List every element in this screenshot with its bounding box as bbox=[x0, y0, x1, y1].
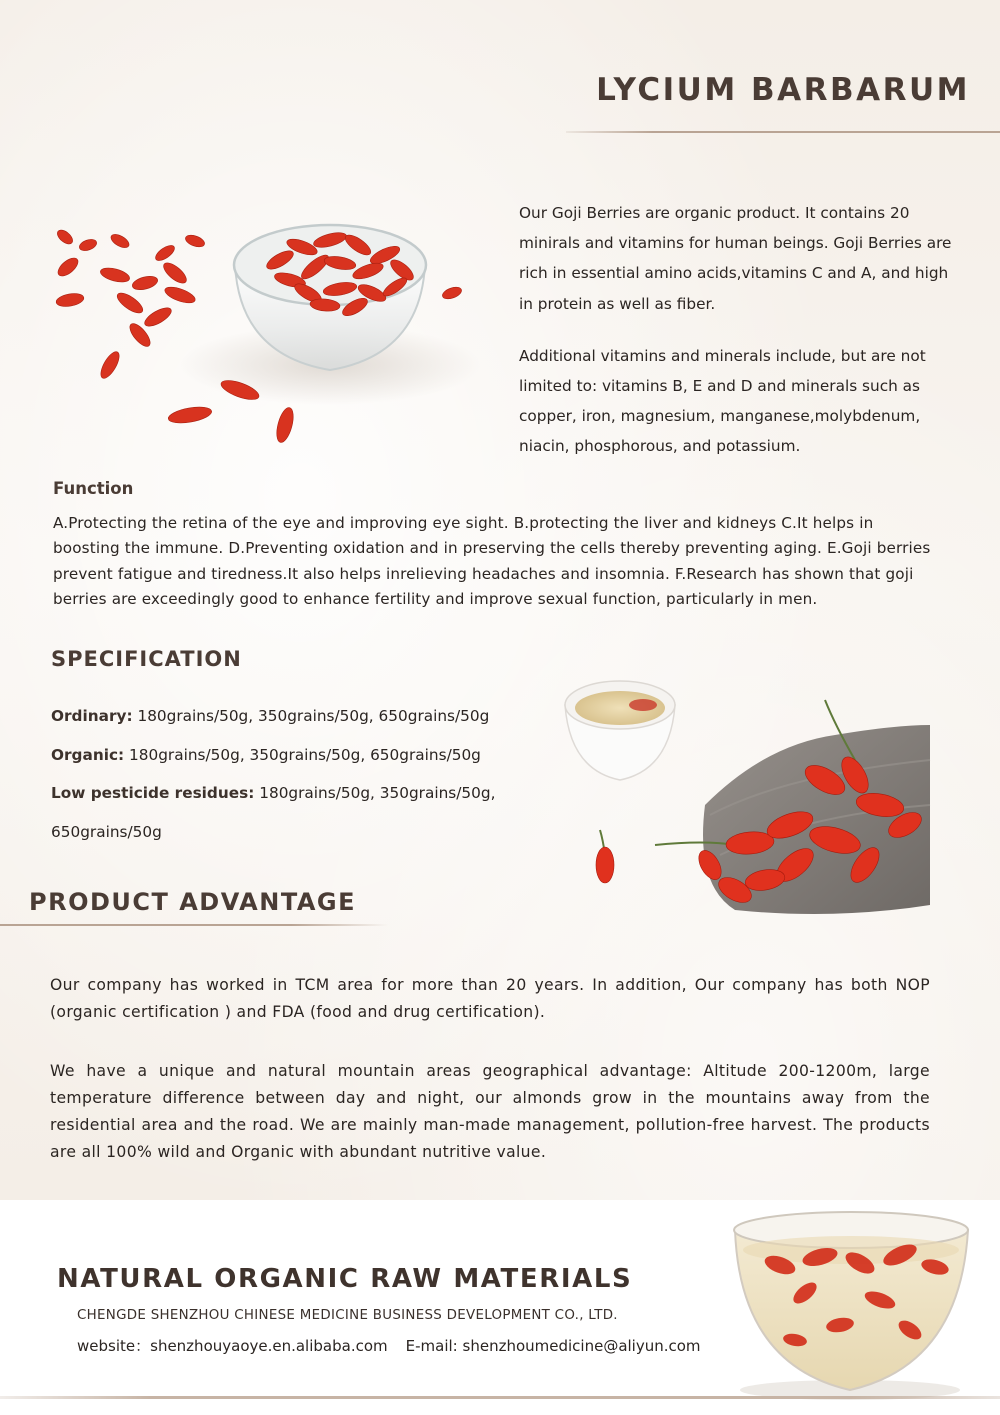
function-heading: Function bbox=[53, 479, 134, 498]
spec-label: Organic: bbox=[51, 745, 125, 764]
product-advantage-heading: PRODUCT ADVANTAGE bbox=[29, 888, 356, 916]
spec-item-ordinary bbox=[51, 697, 541, 736]
spec-label: Ordinary: bbox=[51, 707, 133, 725]
advantage-paragraph: We have a unique and natural mountain areas geographical advantage: Altitude 200-1200m, large temperature difference between day and night, our almonds grow in the mountains away from the residential area and the road. We are mainly man-made management, pollution-free harvest. The products are all 100% wild and Organic with abundant nutritive value. bbox=[50, 1062, 930, 1161]
fresh-goji-tea-photo bbox=[535, 665, 935, 930]
spec-item-low-pesticide bbox=[51, 774, 541, 851]
goji-tea-glass-photo bbox=[720, 1205, 1000, 1400]
advantage-text bbox=[50, 972, 930, 1198]
website-label: website： bbox=[77, 1337, 151, 1355]
advantage-divider bbox=[0, 924, 388, 926]
spec-item-organic bbox=[51, 736, 541, 775]
footer-title: NATURAL ORGANIC RAW MATERIALS bbox=[57, 1264, 633, 1294]
function-text: A.Protecting the retina of the eye and improving eye sight. B.protecting the liver and kidneys C.It helps in boosting the immune. D.Preventing oxidation and in preserving the cells thereby preventing aging. E.Goji berries prevent fatigue and tiredness.It also helps inrelieving headaches and insomnia. F.Research has shown that goji berries are exceedingly good to enhance fertility and improve sexual function, particularly in men. bbox=[53, 514, 931, 609]
email-label: E-mail: bbox=[405, 1337, 458, 1355]
page-title: LYCIUM BARBARUM bbox=[596, 72, 970, 108]
intro-text bbox=[519, 198, 959, 484]
spec-label: Low pesticide residues: bbox=[51, 784, 255, 802]
contact-line bbox=[77, 1335, 701, 1356]
intro-paragraph: Additional vitamins and minerals include, but are not limited to: vitamins B, E and D and minerals such as copper, iron, magnesium, manganese,molybdenum, niacin, phosphorous, and potassium. bbox=[519, 346, 926, 456]
title-divider bbox=[566, 131, 1000, 133]
specification-heading: SPECIFICATION bbox=[51, 647, 242, 671]
specification-list bbox=[51, 697, 541, 851]
footer-divider bbox=[0, 1396, 1000, 1399]
email-link[interactable]: shenzhoumedicine@aliyun.com bbox=[462, 1337, 701, 1355]
spec-value: 180grains/50g, 350grains/50g, 650grains/50g bbox=[124, 745, 481, 764]
goji-bowl-photo bbox=[40, 205, 470, 455]
spec-value: 180grains/50g, 350grains/50g, 650grains/50g bbox=[132, 707, 490, 725]
company-name: CHENGDE SHENZHOU CHINESE MEDICINE BUSINESS DEVELOPMENT CO., LTD. bbox=[77, 1308, 618, 1323]
spec-value: 180grains/50g, 350grains/50g, 650grains/50g bbox=[51, 784, 496, 841]
website-link[interactable]: shenzhouyaoye.en.alibaba.com bbox=[150, 1337, 388, 1355]
intro-paragraph: Our Goji Berries are organic product. It contains 20 minirals and vitamins for human beings. Goji Berries are rich in essential amino acids,vitamins C and A, and high in protein as well as fiber. bbox=[519, 204, 952, 313]
advantage-paragraph: Our company has worked in TCM area for more than 20 years. In addition, Our company has both NOP (organic certification ) and FDA (food and drug certification). bbox=[50, 976, 930, 1021]
